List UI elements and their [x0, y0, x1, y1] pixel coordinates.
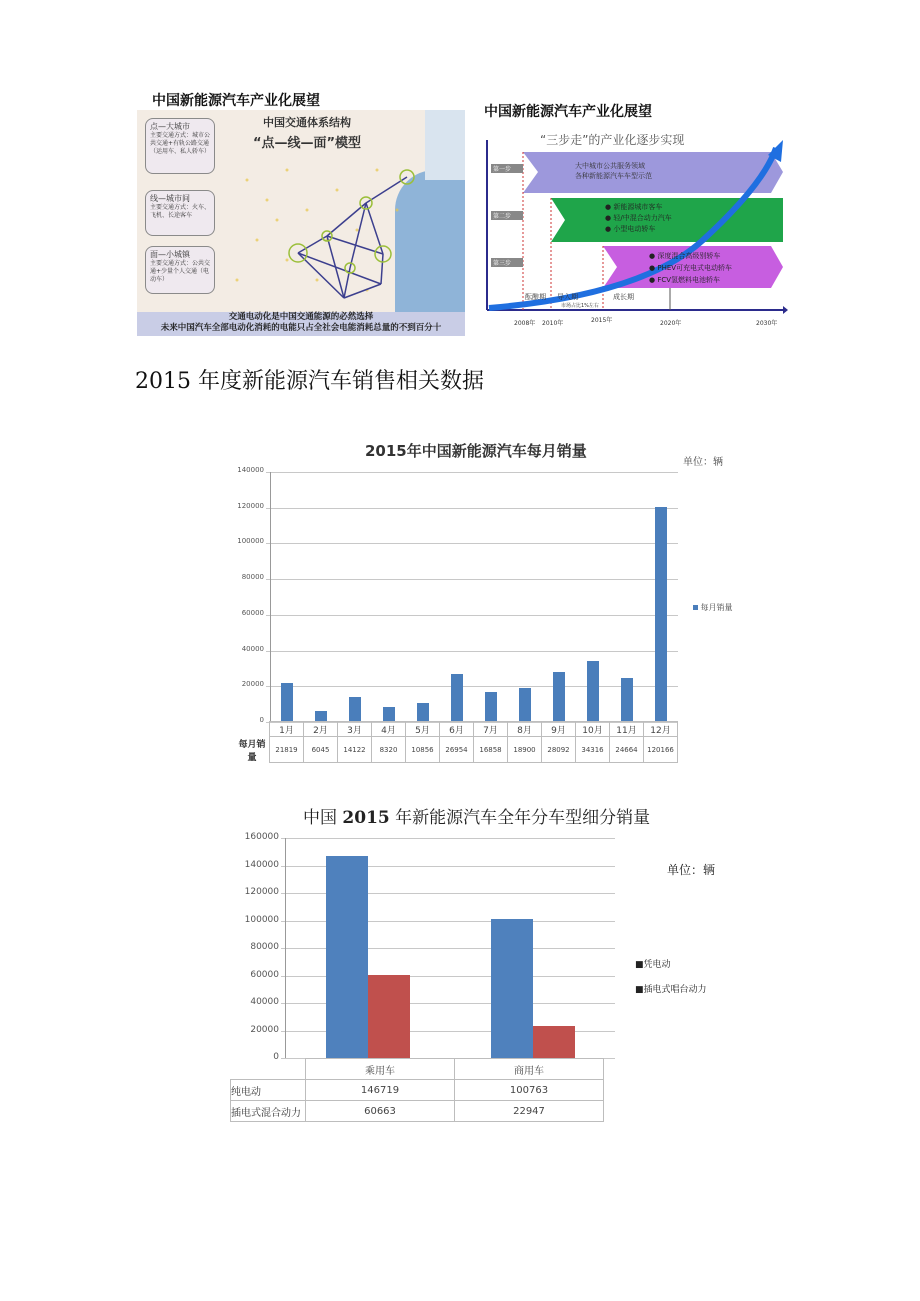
gridline [266, 615, 678, 616]
value-cell: 18900 [508, 737, 542, 763]
value-cell: 22947 [455, 1101, 604, 1122]
bar [417, 703, 429, 722]
value-cell: 34316 [576, 737, 610, 763]
y-tick-label: 0 [259, 716, 264, 724]
value-cell: 100763 [455, 1080, 604, 1101]
legend-box-intercity: 线—城市间 主要交通方式：火车、飞机、长途客车 [145, 190, 215, 236]
bar [621, 678, 633, 722]
value-cell: 120166 [644, 737, 678, 763]
unit-label: 单位：辆 [667, 863, 716, 877]
value-cell: 6045 [304, 737, 338, 763]
category-cell: 1月 [270, 722, 304, 737]
category-cell: 9月 [542, 722, 576, 737]
y-tick-label: 120000 [244, 887, 279, 897]
y-tick-label: 140000 [237, 466, 264, 474]
map-title: 中国交通体系结构 “点—线—面”模型 [252, 116, 362, 151]
value-cell: 8320 [372, 737, 406, 763]
gridline [266, 686, 678, 687]
steps-panel-heading: 中国新能源汽车产业化展望 [484, 103, 652, 119]
y-tick-label: 100000 [237, 537, 264, 546]
step-label-3: 第三步 [493, 260, 512, 267]
bar [349, 697, 361, 722]
category-cell: 3月 [338, 722, 372, 737]
y-tick-label: 40000 [250, 997, 279, 1007]
year-tick: 2008年 [514, 320, 536, 327]
y-axis-line [285, 838, 286, 1058]
legend [693, 602, 733, 613]
legend-box-town: 面—小城镇 主要交通方式：公共交通+少量个人交通（电动车） [145, 246, 215, 294]
chart-title: 中国 2015 年新能源汽车全年分车型细分销量 [303, 808, 651, 828]
y-tick-label: 120000 [237, 501, 264, 510]
value-cell: 26954 [440, 737, 474, 763]
category-cell: 6月 [440, 722, 474, 737]
category-cell: 乘用车 [306, 1059, 455, 1080]
value-cell: 24664 [610, 737, 644, 763]
row-label: 插电式混合动力 [231, 1101, 306, 1122]
category-cell: 商用车 [455, 1059, 604, 1080]
y-tick-label: 80000 [250, 942, 279, 952]
y-tick-label: 20000 [241, 680, 264, 689]
value-cell: 10856 [406, 737, 440, 763]
row-label: 纯电动 [231, 1080, 306, 1101]
value-cell: 21819 [270, 737, 304, 763]
gridline [266, 508, 678, 509]
network-lines [137, 110, 465, 336]
gridline [266, 472, 678, 473]
y-tick-label: 140000 [244, 859, 279, 870]
data-table [235, 721, 678, 763]
step-label-2: 第二步 [493, 213, 512, 220]
legend-item: ■插电式唱台动力 [635, 985, 707, 995]
vehicle-type-sales-chart [225, 795, 725, 1125]
year-tick: 2015年 [591, 317, 613, 324]
y-tick-label: 80000 [241, 573, 264, 582]
bar [519, 688, 531, 722]
bar [368, 975, 410, 1058]
y-tick-label: 160000 [244, 832, 279, 842]
y-tick-label: 60000 [241, 608, 264, 617]
gridline [266, 651, 678, 652]
bar [553, 672, 565, 722]
steps-subtitle: “三步走”的产业化逐步实现 [540, 133, 685, 147]
legend-box-city: 点—大城市 主要交通方式：城市公共交通+有轨公路交通（运用车、私人轿车） [145, 118, 215, 174]
bar [451, 674, 463, 722]
y-tick-label: 60000 [250, 969, 279, 980]
value-cell: 28092 [542, 737, 576, 763]
category-cell: 10月 [576, 722, 610, 737]
bar [485, 692, 497, 722]
y-tick-label: 100000 [244, 914, 279, 925]
gridline [266, 543, 678, 544]
step-1-text: 大中城市公共服务领域 各种新能源汽车车型示范 [575, 162, 652, 180]
unit-label: 单位：辆 [683, 457, 723, 468]
legend-label: 每月销量 [700, 603, 733, 612]
row-label: 每月销量 [238, 739, 266, 763]
chart-title: 2015年中国新能源汽车每月销量 [365, 442, 587, 460]
gridline [281, 838, 615, 839]
phase-label: 导入期 [557, 293, 578, 301]
bar [655, 507, 667, 722]
gridline [266, 579, 678, 580]
section-title: 2015 年度新能源汽车销售相关数据 [135, 369, 484, 394]
step-2-text: ● 新能源城市客车 ● 轻/中混合动力汽车 ● 小型电动轿车 [605, 203, 672, 233]
three-step-diagram [483, 130, 788, 335]
data-table [230, 1058, 604, 1122]
bar [533, 1026, 575, 1058]
year-tick: 2020年 [660, 320, 682, 327]
legend-swatch [693, 605, 698, 610]
value-cell: 14122 [338, 737, 372, 763]
category-cell: 11月 [610, 722, 644, 737]
step-3-text: ● 深度混合高级别轿车 ● PHEV可充电式电动轿车 ● FCV氢燃料电池轿车 [649, 252, 733, 284]
y-tick-label: 0 [273, 1052, 279, 1062]
category-cell: 12月 [644, 722, 678, 737]
map-caption: 交通电动化是中国交通能源的必然选择 未来中国汽车全部电动化消耗的电能只占全社会电能消耗总量的不到百分十 [137, 312, 465, 336]
category-cell: 4月 [372, 722, 406, 737]
bar [281, 683, 293, 722]
category-cell: 8月 [508, 722, 542, 737]
bar [491, 919, 533, 1058]
bar [383, 707, 395, 722]
y-axis-line [270, 472, 271, 722]
category-cell: 5月 [406, 722, 440, 737]
bar [587, 661, 599, 722]
step-label-1: 第一步 [493, 166, 512, 173]
year-tick: 2030年 [756, 320, 778, 327]
value-cell: 16858 [474, 737, 508, 763]
value-cell: 60663 [306, 1101, 455, 1122]
category-cell: 2月 [304, 722, 338, 737]
value-cell: 146719 [306, 1080, 455, 1101]
china-transport-map [137, 110, 465, 336]
legend-item: ■凭电动 [635, 960, 671, 970]
y-tick-label: 40000 [241, 644, 264, 653]
y-tick-label: 20000 [250, 1024, 279, 1035]
bar [326, 856, 368, 1058]
phase-note: 市场占比1%左右 [561, 303, 599, 309]
phase-label: 成长期 [613, 293, 634, 301]
monthly-sales-chart [225, 430, 745, 763]
phase-label: 酝酿期 [525, 293, 546, 301]
category-cell: 7月 [474, 722, 508, 737]
year-tick: 2010年 [542, 320, 564, 327]
map-panel-heading: 中国新能源汽车产业化展望 [152, 92, 320, 108]
